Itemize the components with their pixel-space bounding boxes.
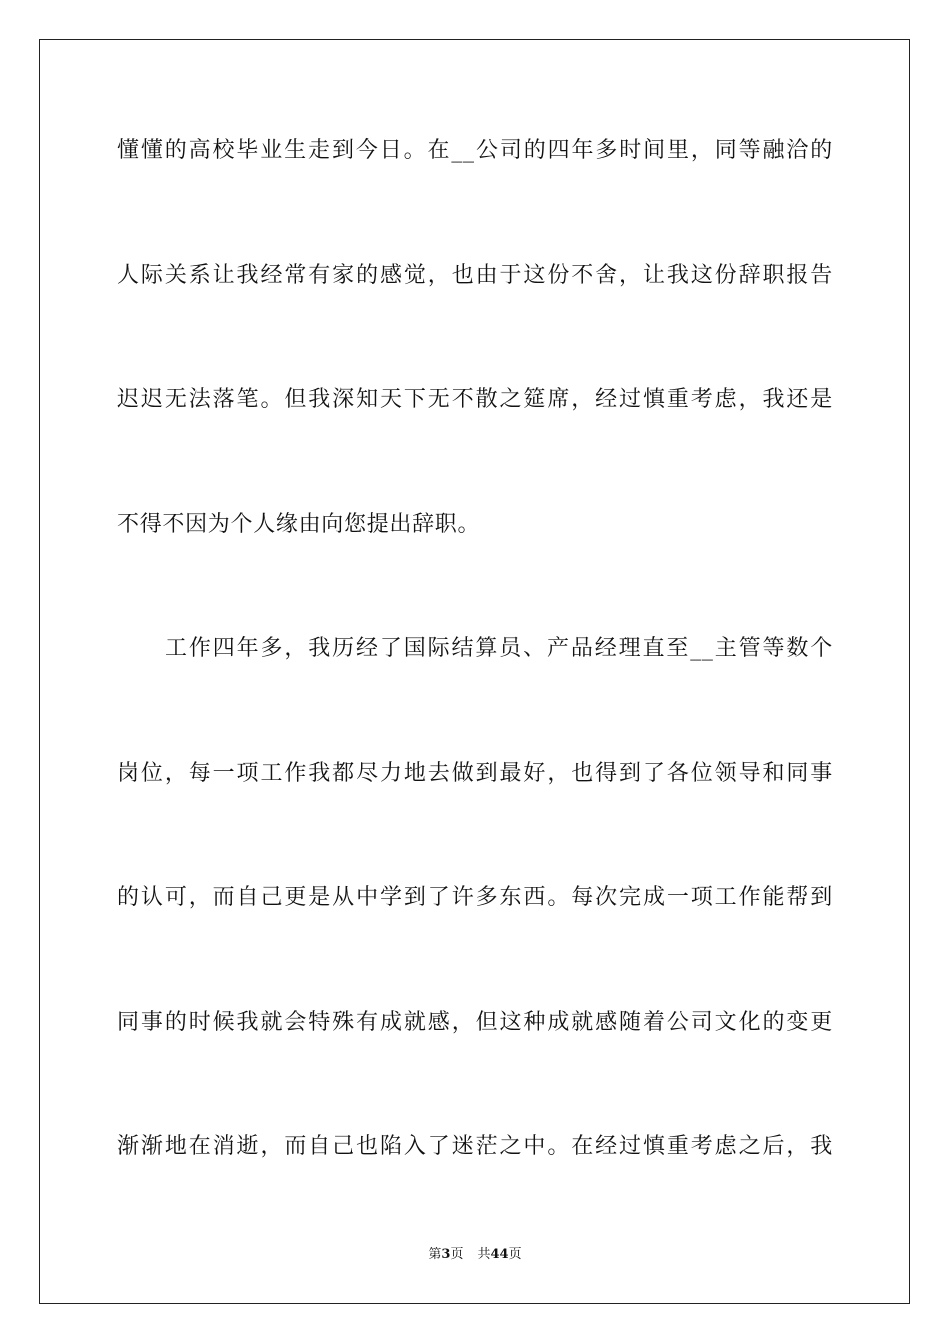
paragraph-line: 懂懂的高校毕业生走到今日。在__公司的四年多时间里，同等融洽的 bbox=[117, 138, 833, 163]
page-prefix: 第 bbox=[428, 1247, 442, 1262]
total-prefix: 共 bbox=[477, 1247, 491, 1262]
paragraph-line: 的认可，而自己更是从中学到了许多东西。每次完成一项工作能帮到 bbox=[117, 885, 833, 910]
paragraph-line: 渐渐地在消逝，而自己也陷入了迷茫之中。在经过慎重考虑之后，我 bbox=[117, 1134, 833, 1159]
paragraph-line: 岗位，每一项工作我都尽力地去做到最好，也得到了各位领导和同事 bbox=[117, 761, 833, 786]
paragraph-line: 迟迟无法落笔。但我深知天下无不散之筵席，经过慎重考虑，我还是 bbox=[117, 387, 833, 412]
paragraph-line: 人际关系让我经常有家的感觉，也由于这份不舍，让我这份辞职报告 bbox=[117, 263, 833, 288]
total-pages: 44 bbox=[490, 1247, 509, 1262]
page-border bbox=[39, 39, 910, 1304]
total-suffix: 页 bbox=[508, 1247, 522, 1262]
paragraph-line: 同事的时候我就会特殊有成就感，但这种成就感随着公司文化的变更 bbox=[117, 1010, 833, 1035]
page-suffix: 页 bbox=[450, 1247, 464, 1262]
page-number: 3 bbox=[441, 1247, 451, 1262]
paragraph-first-line: 工作四年多，我历经了国际结算员、产品经理直至__主管等数个 bbox=[165, 636, 833, 661]
page-footer bbox=[0, 1246, 950, 1264]
paragraph-line: 不得不因为个人缘由向您提出辞职。 bbox=[117, 512, 481, 537]
